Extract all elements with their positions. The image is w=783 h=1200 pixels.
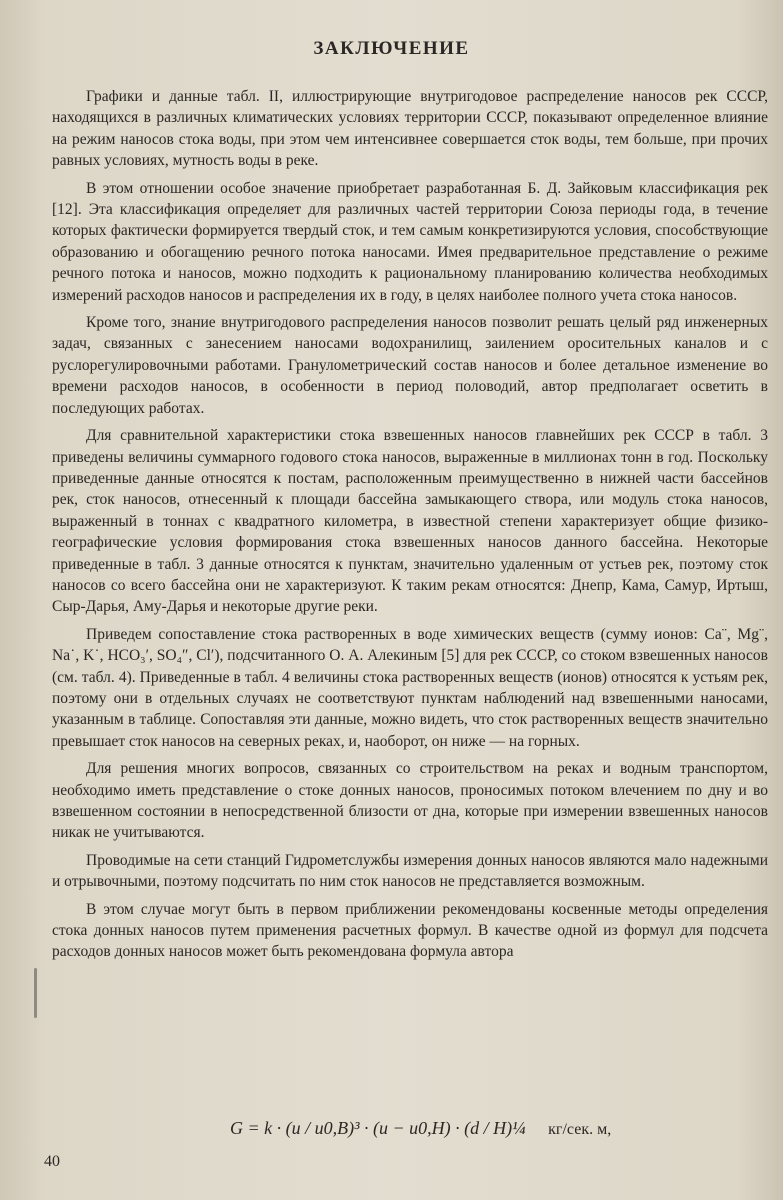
- page-title: ЗАКЛЮЧЕНИЕ: [313, 38, 470, 59]
- pencil-margin-mark: [34, 968, 37, 1018]
- page-number: 40: [44, 1153, 60, 1170]
- paragraph-5: Приведем сопоставление стока растворенных в воде химических веществ (сумму ионов: Ca¨, Mg¨, Na˙, K˙, HCO₃′, SO₄″, Cl′), подсчитанного О. А. Алекиным [5] для рек СССР, со стоком взвешенных наносов (см. табл. 4). Приведенные в табл. 4 величины стока растворенных веществ (ионов) относятся к устьям рек, поэтому они в отдельных случаях не соответствуют пунктам наблюдений над взвешенными наносами, указанным в таблице. Сопоставляя эти данные, можно видеть, что сток растворенных веществ значительно превышает сток наносов на северных реках, и, наоборот, он ниже — на горных.: [52, 625, 768, 750]
- paragraph-1: Графики и данные табл. II, иллюстрирующие внутригодовое распределение наносов рек СССР, находящихся в различных климатических условиях территории СССР, показывают определенное влияние на режим наносов стока воды, при этом чем интенсивнее совершается сток воды, тем больше, при прочих равных условиях, мутность воды в реке.: [52, 88, 768, 170]
- paragraph-3: Кроме того, знание внутригодового распределения наносов позволит решать целый ряд инженерных задач, связанных с занесением наносами водохранилищ, заилением оросительных каналов и с руслорегулировочными работами. Гранулометрический состав наносов и более детальное изменение во времени расходов наносов, в особенности в период половодий, автор предполагает осветить в последующих работах.: [52, 314, 768, 417]
- formula: [230, 1118, 611, 1139]
- paragraph-7: Проводимые на сети станций Гидрометслужбы измерения донных наносов являются мало надежными и отрывочными, поэтому подсчитать по ним сток наносов не представляется возможным.: [52, 851, 768, 891]
- paragraph-4: Для сравнительной характеристики стока взвешенных наносов главнейших рек СССР в табл. 3 приведены величины суммарного годового стока наносов, выраженные в миллионах тонн в год. Поскольку приведенные данные относятся к постам, расположенным преимущественно в нижней части бассейнов рек, сток наносов, отнесенный к площади бассейна замыкающего створа, или модуль стока наносов, выраженный в тоннах с квадратного километра, в известной степени характеризует общие физико-географические условия формирования стока взвешенных наносов данного бассейна. Некоторые приведенные в табл. 3 данные относятся к пунктам, значительно удаленным от устьев рек, поэтому сток наносов со всего бассейна они не характеризуют. К таким рекам относятся: Днепр, Кама, Самур, Иртыш, Сыр-Дарья, Аму-Дарья и некоторые другие реки.: [52, 427, 768, 616]
- paragraph-6: Для решения многих вопросов, связанных со строительством на реках и водным транспортом, необходимо иметь представление о стоке донных наносов, проносимых потоком влечением по дну и во взвешенном состоянии в непосредственной близости от дна, которые при измерении взвешенных наносов никак не учитываются.: [52, 760, 768, 842]
- formula-unit: кг/сек. м,: [548, 1121, 612, 1138]
- document-body: [52, 86, 768, 969]
- paragraph-8: В этом случае могут быть в первом приближении рекомендованы косвенные методы определения стока донных наносов путем применения расчетных формул. В качестве одной из формул для подсчета расходов донных наносов может быть рекомендована формула автора: [52, 900, 768, 961]
- paragraph-2: В этом отношении особое значение приобретает разработанная Б. Д. Зайковым классификация рек [12]. Эта классификация определяет для различных частей территории Союза периоды года, в течение которых фактически формируется твердый сток, и тем самым конкретизируются условия, способствующие образованию и обогащению речного потока наносами. Имея предварительное представление о режиме речного потока и наносов, можно подходить к рациональному планированию количества необходимых измерений расходов наносов и распределения их в году, в целях наиболее полного учета стока наносов.: [52, 179, 768, 304]
- formula-expression: G = k · (u / u0,B)³ · (u − u0,H) · (d / H)¼: [230, 1118, 526, 1138]
